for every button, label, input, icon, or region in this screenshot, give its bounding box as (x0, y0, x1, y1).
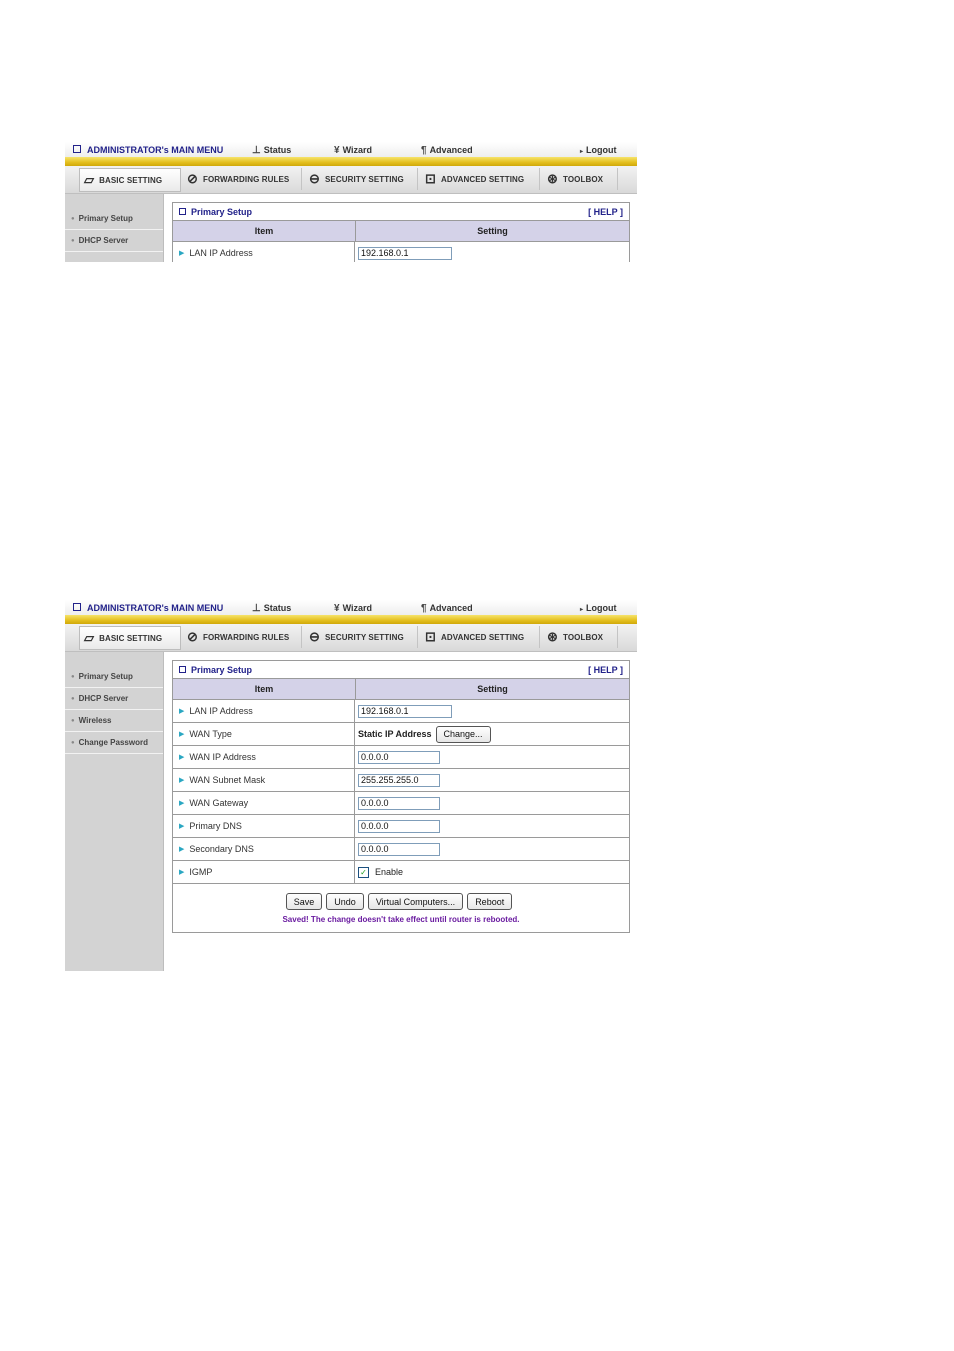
status-link[interactable]: ⊥ Status (252, 145, 292, 156)
sidebar (65, 194, 164, 262)
top-menu-bar (65, 142, 637, 157)
sidebar (65, 652, 164, 971)
form-footer (173, 884, 629, 932)
arrow-right-icon: ▶ (179, 823, 185, 830)
advanced-link[interactable]: ¶ Advanced (421, 603, 473, 614)
wan-ip-input[interactable]: 0.0.0.0 (358, 751, 440, 764)
arrow-right-icon: ▶ (179, 754, 185, 761)
tab-advanced-setting[interactable]: ⊡ ADVANCED SETTING (421, 626, 540, 648)
primary-setup-panel (172, 202, 630, 262)
screenshot-full (65, 600, 637, 971)
wan-type-value: Static IP Address (358, 729, 432, 739)
yellow-divider (65, 615, 637, 624)
table-row: ▶ Primary DNS 0.0.0.0 (173, 815, 629, 838)
arrow-right-icon: ▸ (580, 149, 584, 155)
igmp-enable-label: Enable (375, 867, 404, 877)
table-row: ▶ WAN Subnet Mask 255.255.255.0 (173, 769, 629, 792)
wizard-link[interactable]: ¥ Wizard (334, 145, 372, 156)
wizard-icon: ¥ (334, 145, 340, 156)
panel-title: Primary Setup (179, 665, 252, 675)
tab-toolbox[interactable]: ⊛ TOOLBOX (543, 626, 618, 648)
table-header: Item Setting (173, 221, 629, 242)
admin-main-menu-link[interactable]: ADMINISTRATOR's MAIN MENU (73, 603, 223, 613)
admin-main-menu-link[interactable]: ADMINISTRATOR's MAIN MENU (73, 145, 223, 155)
advanced-icon: ¶ (421, 603, 427, 614)
table-row: ▶ WAN Type Static IP Address Change... (173, 723, 629, 746)
bullet-icon: ● (71, 237, 75, 244)
advanced-link[interactable]: ¶ Advanced (421, 145, 473, 156)
tab-basic-setting[interactable]: ▱ BASIC SETTING (79, 168, 181, 192)
help-link[interactable]: [ HELP ] (588, 206, 623, 217)
sidebar-item-dhcp-server[interactable]: ● DHCP Server (65, 230, 163, 252)
panel-title: Primary Setup (179, 207, 252, 217)
yellow-divider (65, 157, 637, 166)
sidebar-item-primary-setup[interactable]: ● Primary Setup (65, 666, 163, 688)
bullet-icon: ● (71, 739, 75, 746)
logout-link[interactable]: ▸ Logout (580, 145, 617, 155)
tab-bar (65, 624, 637, 652)
bullet-icon: ● (71, 215, 75, 222)
security-icon: ⊖ (309, 629, 320, 644)
tab-security-setting[interactable]: ⊖ SECURITY SETTING (305, 168, 418, 190)
arrow-right-icon: ▶ (179, 846, 185, 853)
tab-forwarding-rules[interactable]: ⊘ FORWARDING RULES (183, 168, 302, 190)
wizard-link[interactable]: ¥ Wizard (334, 603, 372, 614)
igmp-enable-checkbox[interactable]: ✓ (358, 867, 369, 878)
sidebar-item-dhcp-server[interactable]: ● DHCP Server (65, 688, 163, 710)
square-icon (73, 603, 81, 611)
status-link[interactable]: ⊥ Status (252, 603, 292, 614)
wan-gateway-input[interactable]: 0.0.0.0 (358, 797, 440, 810)
secondary-dns-input[interactable]: 0.0.0.0 (358, 843, 440, 856)
bullet-icon: ● (71, 673, 75, 680)
advanced-setting-icon: ⊡ (425, 171, 436, 186)
arrow-right-icon: ▶ (179, 800, 185, 807)
table-row: ▶ LAN IP Address 192.168.0.1 (173, 242, 629, 262)
tab-basic-setting[interactable]: ▱ BASIC SETTING (79, 626, 181, 650)
forwarding-icon: ⊘ (187, 171, 198, 186)
lan-ip-input[interactable]: 192.168.0.1 (358, 247, 452, 260)
tab-advanced-setting[interactable]: ⊡ ADVANCED SETTING (421, 168, 540, 190)
table-row: ▶ WAN IP Address 0.0.0.0 (173, 746, 629, 769)
sidebar-item-primary-setup[interactable]: ● Primary Setup (65, 208, 163, 230)
toolbox-icon: ⊛ (547, 629, 558, 644)
lan-ip-input[interactable]: 192.168.0.1 (358, 705, 452, 718)
tab-security-setting[interactable]: ⊖ SECURITY SETTING (305, 626, 418, 648)
tab-forwarding-rules[interactable]: ⊘ FORWARDING RULES (183, 626, 302, 648)
table-row: ▶ WAN Gateway 0.0.0.0 (173, 792, 629, 815)
wizard-icon: ¥ (334, 603, 340, 614)
reboot-button[interactable]: Reboot (467, 893, 512, 910)
arrow-right-icon: ▶ (179, 250, 185, 257)
advanced-icon: ¶ (421, 145, 427, 156)
primary-dns-input[interactable]: 0.0.0.0 (358, 820, 440, 833)
change-wan-type-button[interactable]: Change... (436, 726, 491, 743)
tab-bar (65, 166, 637, 194)
undo-button[interactable]: Undo (326, 893, 364, 910)
table-header: Item Setting (173, 679, 629, 700)
wan-subnet-mask-input[interactable]: 255.255.255.0 (358, 774, 440, 787)
toolbox-icon: ⊛ (547, 171, 558, 186)
security-icon: ⊖ (309, 171, 320, 186)
arrow-right-icon: ▶ (179, 869, 185, 876)
advanced-setting-icon: ⊡ (425, 629, 436, 644)
tab-toolbox[interactable]: ⊛ TOOLBOX (543, 168, 618, 190)
primary-setup-panel (172, 660, 630, 933)
square-icon (179, 208, 186, 215)
logout-link[interactable]: ▸ Logout (580, 603, 617, 613)
square-icon (179, 666, 186, 673)
basic-setting-icon: ▱ (84, 172, 95, 187)
status-icon: ⊥ (252, 603, 261, 614)
bullet-icon: ● (71, 717, 75, 724)
bullet-icon: ● (71, 695, 75, 702)
save-button[interactable]: Save (286, 893, 323, 910)
arrow-right-icon: ▸ (580, 607, 584, 613)
help-link[interactable]: [ HELP ] (588, 664, 623, 675)
arrow-right-icon: ▶ (179, 777, 185, 784)
saved-message: Saved! The change doesn't take effect until router is rebooted. (282, 915, 520, 925)
basic-setting-icon: ▱ (84, 630, 95, 645)
arrow-right-icon: ▶ (179, 708, 185, 715)
sidebar-item-change-password[interactable]: ● Change Password (65, 732, 163, 754)
arrow-right-icon: ▶ (179, 731, 185, 738)
square-icon (73, 145, 81, 153)
table-row: ▶ Secondary DNS 0.0.0.0 (173, 838, 629, 861)
forwarding-icon: ⊘ (187, 629, 198, 644)
table-row: ▶ IGMP ✓ Enable (173, 861, 629, 884)
screenshot-partial (65, 142, 637, 262)
virtual-computers-button[interactable]: Virtual Computers... (368, 893, 463, 910)
sidebar-item-wireless[interactable]: ● Wireless (65, 710, 163, 732)
table-row: ▶ LAN IP Address 192.168.0.1 (173, 700, 629, 723)
top-menu-bar (65, 600, 637, 615)
status-icon: ⊥ (252, 145, 261, 156)
